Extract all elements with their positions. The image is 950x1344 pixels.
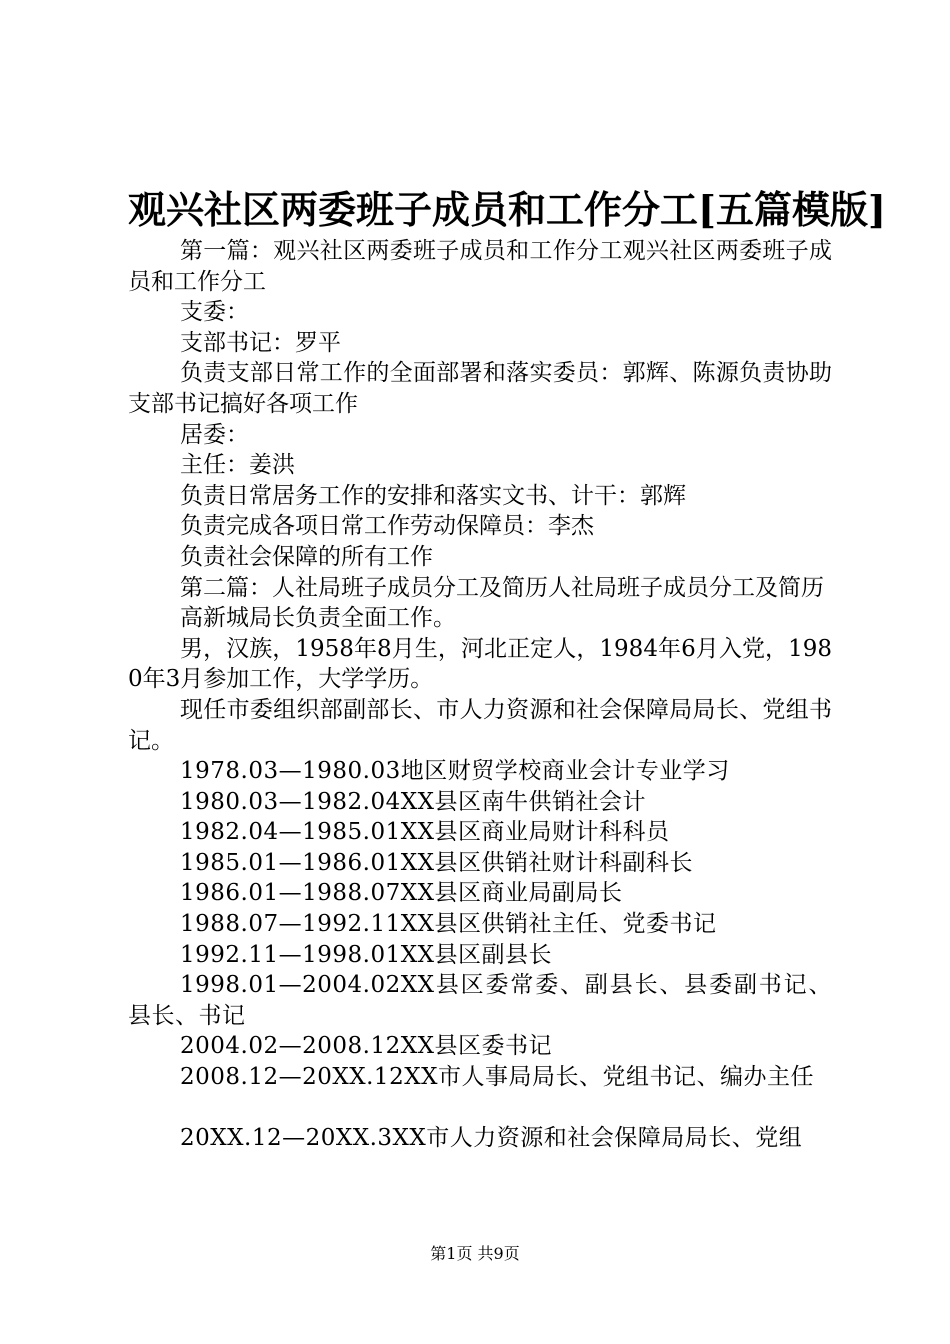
career-entry: 1978.03—1980.03地区财贸学校商业会计专业学习 — [180, 758, 730, 785]
career-entry: 1992.11—1998.01XX县区副县长 — [180, 941, 552, 968]
career-entry-last: 20XX.12—20XX.3XX市人力资源和社会保障局局长、党组 — [180, 1124, 803, 1151]
paragraph: 居委： — [180, 421, 249, 448]
career-entry: 1988.07—1992.11XX县区供销社主任、党委书记 — [180, 911, 717, 938]
paragraph: 支委： — [180, 299, 249, 326]
paragraph: 第二篇：人社局班子成员分工及简历人社局班子成员分工及简历 — [180, 574, 824, 601]
paragraph: 支部书记：罗平 — [180, 329, 341, 356]
paragraph: 男，汉族，1958年8月生，河北正定人，1984年6月入党，1980年3月参加工作，大学学历。 — [128, 635, 832, 693]
paragraph: 第一篇：观兴社区两委班子成员和工作分工观兴社区两委班子成员和工作分工 — [128, 238, 832, 295]
page-footer: 第1页 共9页 — [430, 1244, 520, 1263]
career-entry: 2008.12—20XX.12XX市人事局局长、党组书记、编办主任 — [180, 1064, 814, 1091]
page-title: 观兴社区两委班子成员和工作分工[五篇模版] — [128, 187, 886, 232]
paragraph: 负责日常居务工作的安排和落实文书、计干：郭辉 — [180, 482, 686, 509]
career-entry: 1998.01—2004.02XX县区委常委、副县长、县委副书记、县长、书记 — [128, 972, 832, 1029]
paragraph: 负责支部日常工作的全面部署和落实委员：郭辉、陈源负责协助支部书记搞好各项工作 — [128, 360, 832, 417]
paragraph: 现任市委组织部副部长、市人力资源和社会保障局局长、党组书记。 — [128, 696, 832, 754]
paragraph: 主任：姜洪 — [180, 452, 295, 479]
paragraph: 负责完成各项日常工作劳动保障员：李杰 — [180, 513, 594, 540]
career-entry: 1980.03—1982.04XX县区南牛供销社会计 — [180, 788, 646, 815]
paragraph: 负责社会保障的所有工作 — [180, 543, 433, 570]
career-entry: 1982.04—1985.01XX县区商业局财计科科员 — [180, 819, 670, 846]
blank-line — [128, 1093, 832, 1123]
document-body — [128, 236, 832, 1153]
paragraph: 高新城局长负责全面工作。 — [180, 605, 456, 632]
career-entry: 2004.02—2008.12XX县区委书记 — [180, 1033, 552, 1060]
career-entry: 1985.01—1986.01XX县区供销社财计科副科长 — [180, 849, 693, 876]
career-entry: 1986.01—1988.07XX县区商业局副局长 — [180, 880, 623, 907]
